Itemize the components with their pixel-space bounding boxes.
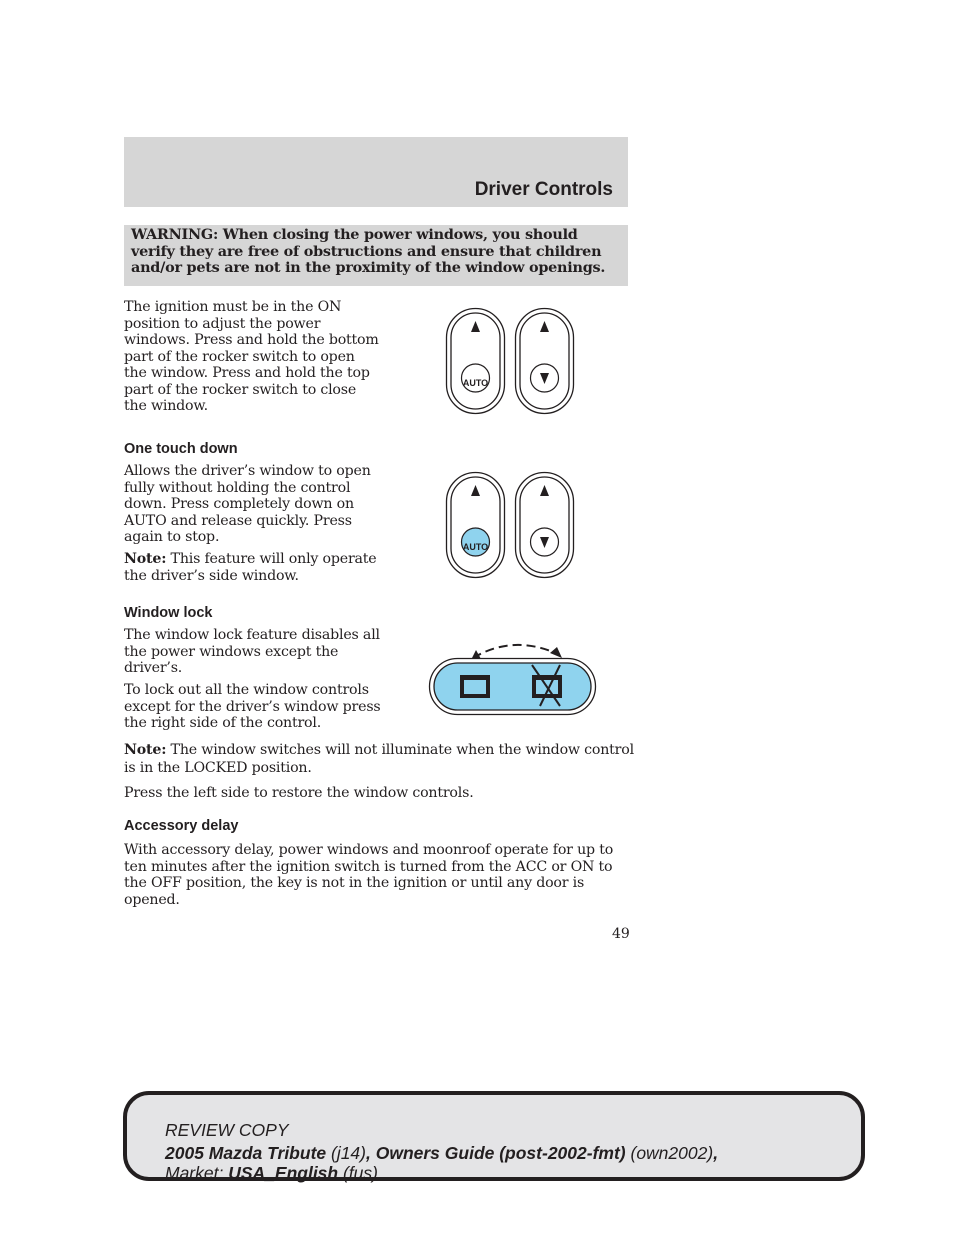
one-touch-heading: One touch down (124, 441, 238, 457)
accessory-delay-line: With accessory delay, power windows and moonroof operate for up to (124, 842, 614, 858)
accessory-delay-line: opened. (124, 891, 180, 908)
auto-label: AUTO (462, 542, 489, 552)
window-lock-line: the power windows except the (124, 643, 339, 660)
footer-title-line (165, 1143, 718, 1164)
lock-switch-rocker (434, 663, 591, 710)
intro-line: The ignition must be in the ON (124, 299, 342, 315)
auto-switch-figure (445, 471, 575, 581)
toggle-arc (473, 645, 558, 658)
one-touch-line: again to stop. (124, 529, 220, 545)
footer-market-code: (fus) (338, 1163, 378, 1183)
warning-box: WARNING: When closing the power windows, you should verify they are free of obstructions and ensure that children and/or pets are not in the proximity of the window openings. (124, 225, 628, 286)
one-touch-note (124, 551, 394, 584)
window-switch-figure (445, 307, 575, 417)
note-text: This feature will only operate (166, 551, 377, 567)
intro-line: part of the rocker switch to open (124, 348, 355, 365)
intro-paragraph (124, 299, 394, 415)
footer-market: USA_English (228, 1163, 339, 1183)
one-touch-line: down. Press completely down on (124, 496, 354, 512)
right-arrowhead-icon (550, 647, 562, 658)
window-lock-figure (428, 636, 598, 718)
intro-line: windows. Press and hold the bottom (124, 332, 379, 348)
review-footer (123, 1091, 865, 1181)
header-band (124, 137, 628, 207)
driver-switch (447, 309, 505, 414)
intro-line: part of the rocker switch to close (124, 381, 357, 398)
auto-label: AUTO (462, 378, 489, 388)
restore-instruction: Press the left side to restore the window controls. (124, 785, 474, 801)
accessory-delay-heading: Accessory delay (124, 818, 239, 834)
note-text: is in the LOCKED position. (124, 760, 312, 776)
window-lock-heading: Window lock (124, 605, 213, 621)
window-lock-paragraph-2 (124, 682, 394, 732)
footer-guide: , Owners Guide (post-2002-fmt) (366, 1143, 626, 1163)
intro-line: the window. (124, 398, 208, 414)
footer-guide-code: (own2002) (625, 1143, 714, 1163)
one-touch-line: AUTO and release quickly. Press (124, 512, 352, 529)
note-text: The window switches will not illuminate when the window control (166, 742, 634, 758)
footer-market-line (165, 1163, 378, 1184)
window-lock-note (124, 741, 634, 777)
intro-line: position to adjust the power (124, 315, 321, 332)
page-number: 49 (612, 926, 630, 942)
driver-switch (447, 473, 505, 578)
footer-comma: , (713, 1143, 719, 1163)
window-lock-line: The window lock feature disables all (124, 627, 380, 643)
window-lock-line: driver’s. (124, 660, 183, 676)
footer-title: 2005 Mazda Tribute (165, 1143, 327, 1163)
window-lock-line: the right side of the control. (124, 715, 322, 731)
passenger-switch (516, 309, 574, 414)
passenger-switch (516, 473, 574, 578)
one-touch-paragraph (124, 463, 394, 546)
page-title: Driver Controls (474, 179, 613, 200)
footer-title-code: (j14) (326, 1143, 366, 1163)
note-label: Note: (124, 742, 167, 758)
one-touch-line: fully without holding the control (124, 479, 351, 496)
note-text: the driver’s side window. (124, 567, 299, 584)
intro-line: the window. Press and hold the top (124, 365, 370, 381)
window-unlocked-icon (460, 675, 490, 698)
window-lock-line: To lock out all the window controls (124, 682, 369, 698)
accessory-delay-line: the OFF position, the key is not in the ignition or until any door is (124, 875, 585, 891)
window-lock-line: except for the driver’s window press (124, 698, 381, 715)
one-touch-line: Allows the driver’s window to open (124, 463, 371, 479)
window-lock-paragraph (124, 627, 394, 677)
review-copy-label: REVIEW COPY (165, 1120, 289, 1140)
accessory-delay-line: ten minutes after the ignition switch is turned from the ACC or ON to (124, 858, 613, 875)
accessory-delay-paragraph (124, 842, 628, 908)
footer-market-label: Market: (165, 1163, 229, 1183)
note-label: Note: (124, 551, 167, 567)
